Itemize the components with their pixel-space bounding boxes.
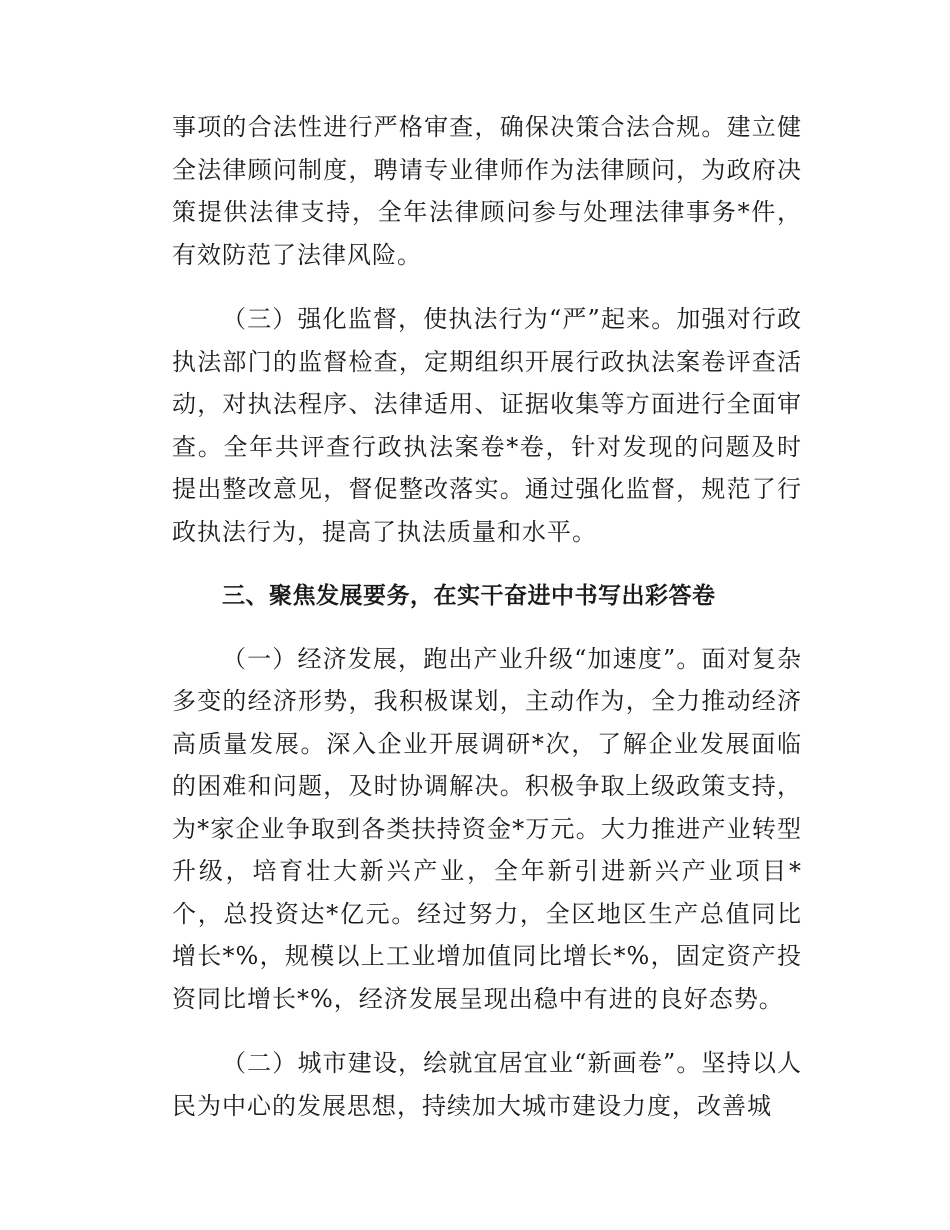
section-heading-3: 三、聚焦发展要务，在实干奋进中书写出彩答卷 [222,583,716,609]
document-body [172,106,802,1149]
paragraph-legal-review: 事项的合法性进行严格审查，确保决策合法合规。建立健全法律顾问制度，聘请专业律师作为法律顾问，为政府决策提供法律支持，全年法律顾问参与处理法律事务*件，有效防范了法律风险。 [172,113,802,269]
paragraph-urban-construction: （二）城市建设，绘就宜居宜业“新画卷”。坚持以人民为中心的发展思想，持续加大城市建设力度，改善城 [172,1049,802,1120]
paragraph-economic-development: （一）经济发展，跑出产业升级“加速度”。面对复杂多变的经济形势，我积极谋划，主动作为，全力推动经济高质量发展。深入企业开展调研*次，了解企业发展面临的困难和问题，及时协调解决。积极争取上级政策支持，为*家企业争取到各类扶持资金*万元。大力推进产业转型升级，培育壮大新兴产业，全年新引进新兴产业项目*个，总投资达*亿元。经过努力，全区地区生产总值同比增长*%，规模以上工业增加值同比增长*%，固定资产投资同比增长*%，经济发展呈现出稳中有进的良好态势。 [172,644,802,1013]
paragraph-strengthen-supervision: （三）强化监督，使执法行为“严”起来。加强对行政执法部门的监督检查，定期组织开展行政执法案卷评查活动，对执法程序、法律适用、证据收集等方面进行全面审查。全年共评查行政执法案卷*卷，针对发现的问题及时提出整改意见，督促整改落实。通过强化监督，规范了行政执法行为，提高了执法质量和水平。 [172,305,802,546]
